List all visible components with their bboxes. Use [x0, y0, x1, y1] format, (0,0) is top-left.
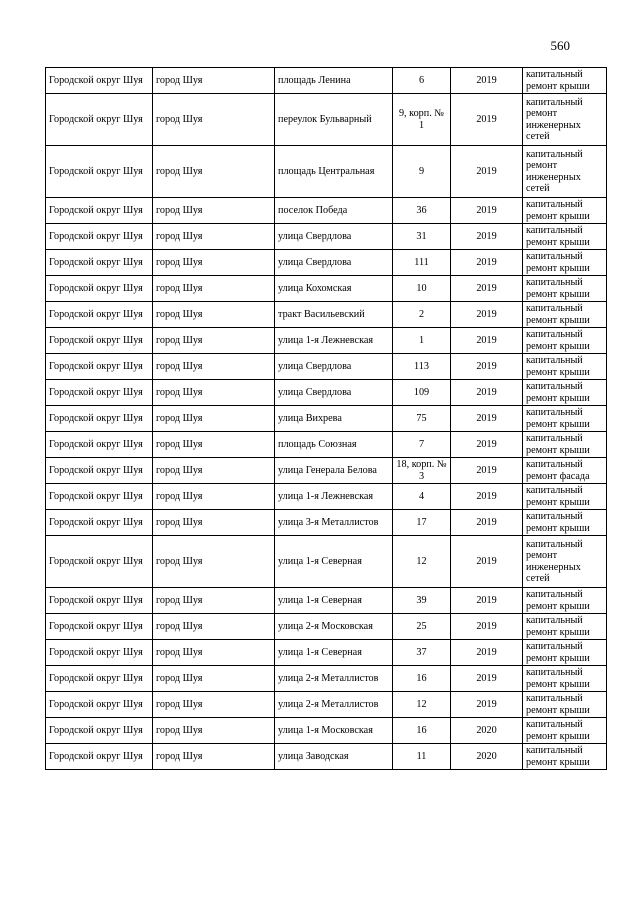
district-cell: Городской округ Шуя — [46, 224, 153, 250]
table-row — [46, 666, 607, 692]
table-row — [46, 640, 607, 666]
house-number-cell: 1 — [393, 328, 451, 354]
city-cell: город Шуя — [153, 536, 275, 588]
street-cell: улица Заводская — [275, 744, 393, 770]
work-type-cell: капитальный ремонт крыши — [523, 432, 607, 458]
city-cell: город Шуя — [153, 276, 275, 302]
table-row — [46, 432, 607, 458]
house-number-cell: 18, корп. № 3 — [393, 458, 451, 484]
street-cell: площадь Союзная — [275, 432, 393, 458]
year-cell: 2019 — [451, 536, 523, 588]
table-row — [46, 94, 607, 146]
house-number-cell: 9, корп. № 1 — [393, 94, 451, 146]
city-cell: город Шуя — [153, 588, 275, 614]
street-cell: улица 1-я Лежневская — [275, 484, 393, 510]
district-cell: Городской округ Шуя — [46, 510, 153, 536]
house-number-cell: 7 — [393, 432, 451, 458]
district-cell: Городской округ Шуя — [46, 406, 153, 432]
work-type-cell: капитальный ремонт фасада — [523, 458, 607, 484]
street-cell: площадь Центральная — [275, 146, 393, 198]
house-number-cell: 16 — [393, 666, 451, 692]
house-number-cell: 36 — [393, 198, 451, 224]
table-row — [46, 146, 607, 198]
city-cell: город Шуя — [153, 68, 275, 94]
house-number-cell: 39 — [393, 588, 451, 614]
district-cell: Городской округ Шуя — [46, 328, 153, 354]
year-cell: 2019 — [451, 510, 523, 536]
district-cell: Городской округ Шуя — [46, 536, 153, 588]
year-cell: 2019 — [451, 276, 523, 302]
year-cell: 2019 — [451, 354, 523, 380]
street-cell: улица Свердлова — [275, 250, 393, 276]
year-cell: 2019 — [451, 406, 523, 432]
year-cell: 2019 — [451, 198, 523, 224]
district-cell: Городской округ Шуя — [46, 458, 153, 484]
work-type-cell: капитальный ремонт крыши — [523, 276, 607, 302]
street-cell: улица 1-я Северная — [275, 640, 393, 666]
street-cell: тракт Васильевский — [275, 302, 393, 328]
house-number-cell: 12 — [393, 692, 451, 718]
year-cell: 2019 — [451, 484, 523, 510]
page-number: 560 — [550, 38, 570, 53]
work-type-cell: капитальный ремонт инженерных сетей — [523, 94, 607, 146]
table-row — [46, 68, 607, 94]
house-number-cell: 12 — [393, 536, 451, 588]
table-row — [46, 276, 607, 302]
city-cell: город Шуя — [153, 666, 275, 692]
work-type-cell: капитальный ремонт крыши — [523, 666, 607, 692]
street-cell: площадь Ленина — [275, 68, 393, 94]
year-cell: 2019 — [451, 146, 523, 198]
work-type-cell: капитальный ремонт крыши — [523, 68, 607, 94]
year-cell: 2019 — [451, 614, 523, 640]
work-type-cell: капитальный ремонт крыши — [523, 354, 607, 380]
year-cell: 2019 — [451, 328, 523, 354]
street-cell: переулок Бульварный — [275, 94, 393, 146]
district-cell: Городской округ Шуя — [46, 718, 153, 744]
city-cell: город Шуя — [153, 458, 275, 484]
street-cell: улица Вихрева — [275, 406, 393, 432]
work-type-cell: капитальный ремонт крыши — [523, 380, 607, 406]
year-cell: 2019 — [451, 458, 523, 484]
street-cell: улица 3-я Металлистов — [275, 510, 393, 536]
district-cell: Городской округ Шуя — [46, 250, 153, 276]
work-type-cell: капитальный ремонт крыши — [523, 640, 607, 666]
work-type-cell: капитальный ремонт крыши — [523, 692, 607, 718]
work-type-cell: капитальный ремонт крыши — [523, 224, 607, 250]
district-cell: Городской округ Шуя — [46, 484, 153, 510]
district-cell: Городской округ Шуя — [46, 614, 153, 640]
street-cell: улица Свердлова — [275, 224, 393, 250]
table-row — [46, 614, 607, 640]
year-cell: 2019 — [451, 692, 523, 718]
table-row — [46, 536, 607, 588]
district-cell: Городской округ Шуя — [46, 744, 153, 770]
registry-table-body — [46, 68, 607, 770]
house-number-cell: 31 — [393, 224, 451, 250]
work-type-cell: капитальный ремонт крыши — [523, 484, 607, 510]
city-cell: город Шуя — [153, 328, 275, 354]
street-cell: улица 1-я Лежневская — [275, 328, 393, 354]
year-cell: 2019 — [451, 250, 523, 276]
work-type-cell: капитальный ремонт крыши — [523, 328, 607, 354]
city-cell: город Шуя — [153, 744, 275, 770]
year-cell: 2019 — [451, 432, 523, 458]
city-cell: город Шуя — [153, 146, 275, 198]
house-number-cell: 16 — [393, 718, 451, 744]
district-cell: Городской округ Шуя — [46, 68, 153, 94]
street-cell: улица Генерала Белова — [275, 458, 393, 484]
year-cell: 2019 — [451, 68, 523, 94]
district-cell: Городской округ Шуя — [46, 146, 153, 198]
city-cell: город Шуя — [153, 692, 275, 718]
table-row — [46, 250, 607, 276]
house-number-cell: 10 — [393, 276, 451, 302]
district-cell: Городской округ Шуя — [46, 380, 153, 406]
house-number-cell: 25 — [393, 614, 451, 640]
table-row — [46, 406, 607, 432]
table-row — [46, 588, 607, 614]
work-type-cell: капитальный ремонт крыши — [523, 406, 607, 432]
house-number-cell: 2 — [393, 302, 451, 328]
street-cell: улица 2-я Металлистов — [275, 692, 393, 718]
district-cell: Городской округ Шуя — [46, 588, 153, 614]
table-row — [46, 458, 607, 484]
street-cell: поселок Победа — [275, 198, 393, 224]
street-cell: улица 1-я Северная — [275, 536, 393, 588]
city-cell: город Шуя — [153, 250, 275, 276]
house-number-cell: 109 — [393, 380, 451, 406]
city-cell: город Шуя — [153, 640, 275, 666]
city-cell: город Шуя — [153, 354, 275, 380]
work-type-cell: капитальный ремонт инженерных сетей — [523, 536, 607, 588]
work-type-cell: капитальный ремонт крыши — [523, 198, 607, 224]
work-type-cell: капитальный ремонт крыши — [523, 250, 607, 276]
year-cell: 2019 — [451, 640, 523, 666]
table-row — [46, 224, 607, 250]
house-number-cell: 9 — [393, 146, 451, 198]
table-row — [46, 302, 607, 328]
table-row — [46, 328, 607, 354]
work-type-cell: капитальный ремонт крыши — [523, 510, 607, 536]
city-cell: город Шуя — [153, 406, 275, 432]
work-type-cell: капитальный ремонт крыши — [523, 718, 607, 744]
year-cell: 2019 — [451, 380, 523, 406]
year-cell: 2019 — [451, 302, 523, 328]
registry-table — [45, 67, 607, 770]
street-cell: улица 2-я Металлистов — [275, 666, 393, 692]
work-type-cell: капитальный ремонт инженерных сетей — [523, 146, 607, 198]
year-cell: 2019 — [451, 588, 523, 614]
city-cell: город Шуя — [153, 224, 275, 250]
house-number-cell: 75 — [393, 406, 451, 432]
city-cell: город Шуя — [153, 302, 275, 328]
city-cell: город Шуя — [153, 380, 275, 406]
work-type-cell: капитальный ремонт крыши — [523, 302, 607, 328]
work-type-cell: капитальный ремонт крыши — [523, 614, 607, 640]
work-type-cell: капитальный ремонт крыши — [523, 588, 607, 614]
year-cell: 2019 — [451, 94, 523, 146]
street-cell: улица Кохомская — [275, 276, 393, 302]
house-number-cell: 6 — [393, 68, 451, 94]
street-cell: улица Свердлова — [275, 354, 393, 380]
table-row — [46, 718, 607, 744]
year-cell: 2020 — [451, 718, 523, 744]
house-number-cell: 111 — [393, 250, 451, 276]
table-row — [46, 744, 607, 770]
city-cell: город Шуя — [153, 510, 275, 536]
table-row — [46, 692, 607, 718]
table-row — [46, 354, 607, 380]
district-cell: Городской округ Шуя — [46, 692, 153, 718]
city-cell: город Шуя — [153, 484, 275, 510]
district-cell: Городской округ Шуя — [46, 354, 153, 380]
year-cell: 2019 — [451, 666, 523, 692]
work-type-cell: капитальный ремонт крыши — [523, 744, 607, 770]
table-row — [46, 484, 607, 510]
house-number-cell: 113 — [393, 354, 451, 380]
city-cell: город Шуя — [153, 432, 275, 458]
city-cell: город Шуя — [153, 198, 275, 224]
street-cell: улица 1-я Московская — [275, 718, 393, 744]
year-cell: 2019 — [451, 224, 523, 250]
house-number-cell: 37 — [393, 640, 451, 666]
year-cell: 2020 — [451, 744, 523, 770]
district-cell: Городской округ Шуя — [46, 302, 153, 328]
city-cell: город Шуя — [153, 94, 275, 146]
district-cell: Городской округ Шуя — [46, 640, 153, 666]
district-cell: Городской округ Шуя — [46, 198, 153, 224]
table-row — [46, 380, 607, 406]
house-number-cell: 4 — [393, 484, 451, 510]
district-cell: Городской округ Шуя — [46, 94, 153, 146]
district-cell: Городской округ Шуя — [46, 432, 153, 458]
district-cell: Городской округ Шуя — [46, 666, 153, 692]
table-row — [46, 198, 607, 224]
street-cell: улица Свердлова — [275, 380, 393, 406]
city-cell: город Шуя — [153, 718, 275, 744]
city-cell: город Шуя — [153, 614, 275, 640]
house-number-cell: 11 — [393, 744, 451, 770]
street-cell: улица 1-я Северная — [275, 588, 393, 614]
street-cell: улица 2-я Московская — [275, 614, 393, 640]
district-cell: Городской округ Шуя — [46, 276, 153, 302]
house-number-cell: 17 — [393, 510, 451, 536]
table-row — [46, 510, 607, 536]
